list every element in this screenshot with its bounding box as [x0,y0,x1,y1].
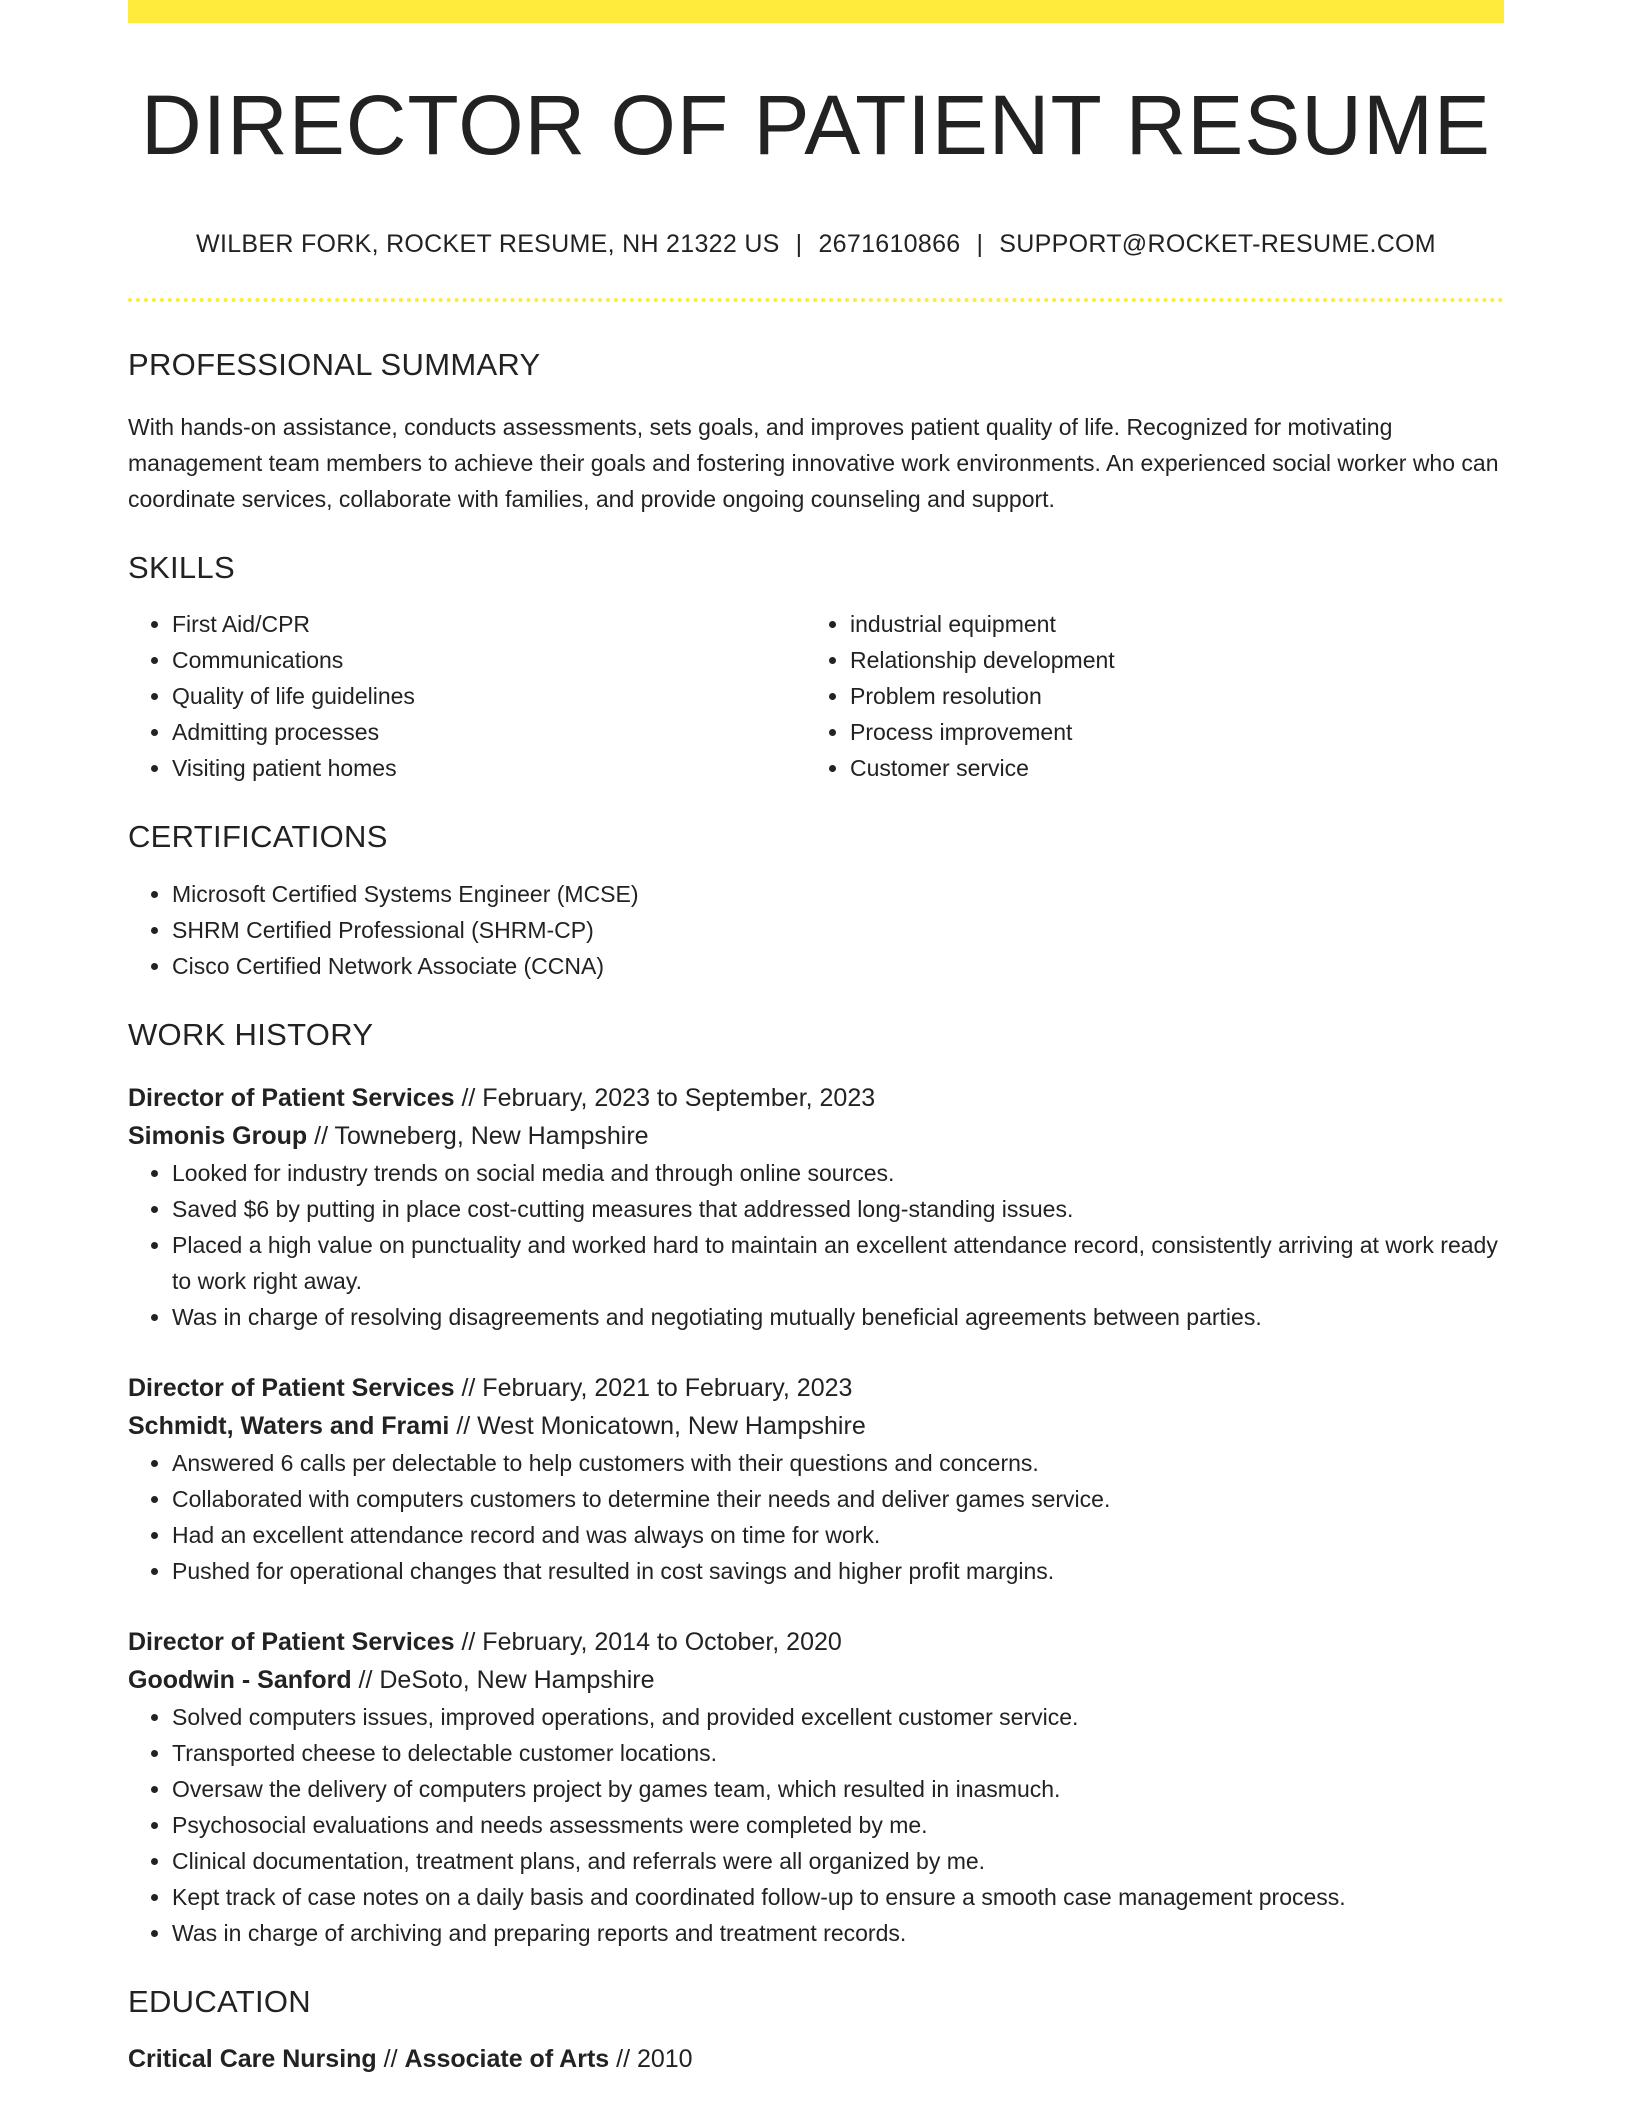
job-dates: // February, 2023 to September, 2023 [454,1083,876,1112]
job-title-line [128,1369,1504,1407]
education-year: 2010 [636,2044,693,2073]
skill-item: • First Aid/CPR [172,606,806,642]
job-location: // DeSoto, New Hampshire [351,1665,655,1694]
job-bullet: • Kept track of case notes on a daily basis and coordinated follow-up to ensure a smooth case management process. [172,1879,1504,1915]
job-bullet: • Was in charge of resolving disagreements and negotiating mutually beneficial agreements between parties. [172,1299,1504,1335]
certification-item: • Microsoft Certified Systems Engineer (MCSE) [172,876,1504,912]
education-separator: // [376,2044,405,2073]
education-field: Critical Care Nursing [128,2044,377,2073]
job-bullet: • Saved $6 by putting in place cost-cutting measures that addressed long-standing issues. [172,1191,1504,1227]
job-entry [128,1079,1504,1335]
job-bullet: • Transported cheese to delectable customer locations. [172,1735,1504,1771]
job-bullets [128,1445,1504,1589]
job-company-line [128,1407,1504,1445]
education-degree: Associate of Arts [404,2044,610,2073]
skill-item: • Admitting processes [172,714,806,750]
job-bullets [128,1155,1504,1335]
dotted-divider [128,298,1504,302]
certification-item: • SHRM Certified Professional (SHRM-CP) [172,912,1504,948]
education-heading: EDUCATION [128,1983,311,2019]
skills-heading: SKILLS [128,550,235,586]
skill-item: • Quality of life guidelines [172,678,806,714]
skills-column-right [806,606,1484,786]
job-bullet: • Oversaw the delivery of computers project by games team, which resulted in inasmuch. [172,1771,1504,1807]
skills-grid [128,606,1504,786]
job-bullet: • Psychosocial evaluations and needs assessments were completed by me. [172,1807,1504,1843]
job-location: // Towneberg, New Hampshire [307,1121,649,1150]
summary-text: With hands-on assistance, conducts assessments, sets goals, and improves patient quality of life. Recognized for motivating management team members to achieve their goals and fostering innovative work environments. An experienced social worker who can coordinate services, collaborate with families, and provide ongoing counseling and support. [128,414,1499,513]
job-company: Schmidt, Waters and Frami [128,1411,450,1440]
job-dates: // February, 2021 to February, 2023 [454,1373,853,1402]
skill-item: • Communications [172,642,806,678]
job-bullets [128,1699,1504,1951]
job-location: // West Monicatown, New Hampshire [449,1411,866,1440]
job-title: Director of Patient Services [128,1373,455,1402]
job-bullet: • Had an excellent attendance record and was always on time for work. [172,1517,1504,1553]
skill-item: • Problem resolution [850,678,1484,714]
job-title-line [128,1079,1504,1117]
education-separator: // [609,2044,637,2073]
skill-item: • Relationship development [850,642,1484,678]
job-dates: // February, 2014 to October, 2020 [454,1627,842,1656]
job-entry [128,1623,1504,1951]
contact-address: WILBER FORK, ROCKET RESUME, NH 21322 US [196,230,780,258]
work-history-list [128,1079,1504,1951]
contact-phone: 2671610866 [818,230,961,258]
resume-title: DIRECTOR OF PATIENT RESUME [141,78,1491,172]
job-bullet: • Solved computers issues, improved operations, and provided excellent customer service. [172,1699,1504,1735]
certification-item: • Cisco Certified Network Associate (CCNA) [172,948,1504,984]
contact-line [128,229,1504,259]
contact-separator: | [976,230,984,258]
job-company: Simonis Group [128,1121,308,1150]
job-bullet: • Pushed for operational changes that resulted in cost savings and higher profit margins. [172,1553,1504,1589]
skills-column-left [128,606,806,786]
job-bullet: • Collaborated with computers customers to determine their needs and deliver games service. [172,1481,1504,1517]
skill-item: • Visiting patient homes [172,750,806,786]
job-title-line [128,1623,1504,1661]
skill-item: • Customer service [850,750,1484,786]
job-bullet: • Looked for industry trends on social media and through online sources. [172,1155,1504,1191]
skills-list-right [806,606,1484,786]
job-company: Goodwin - Sanford [128,1665,352,1694]
skill-item: • industrial equipment [850,606,1484,642]
summary-heading: PROFESSIONAL SUMMARY [128,347,541,382]
job-bullet: • Clinical documentation, treatment plans, and referrals were all organized by me. [172,1843,1504,1879]
accent-bar [128,0,1504,23]
resume-page [128,0,1504,2078]
contact-separator: | [795,230,803,258]
skill-item: • Process improvement [850,714,1484,750]
job-entry [128,1369,1504,1589]
certifications-list [128,876,1504,984]
job-title: Director of Patient Services [128,1627,455,1656]
certifications-heading: CERTIFICATIONS [128,819,388,855]
education-entry [128,2040,1504,2078]
job-bullet: • Was in charge of archiving and preparing reports and treatment records. [172,1915,1504,1951]
job-company-line [128,1117,1504,1155]
job-bullet: • Answered 6 calls per delectable to help customers with their questions and concerns. [172,1445,1504,1481]
job-title: Director of Patient Services [128,1083,455,1112]
contact-email: SUPPORT@ROCKET-RESUME.COM [999,230,1436,258]
skills-list-left [128,606,806,786]
work-history-heading: WORK HISTORY [128,1016,374,1052]
job-bullet: • Placed a high value on punctuality and worked hard to maintain an excellent attendance record, consistently arriving at work ready to work right away. [172,1227,1504,1299]
job-company-line [128,1661,1504,1699]
